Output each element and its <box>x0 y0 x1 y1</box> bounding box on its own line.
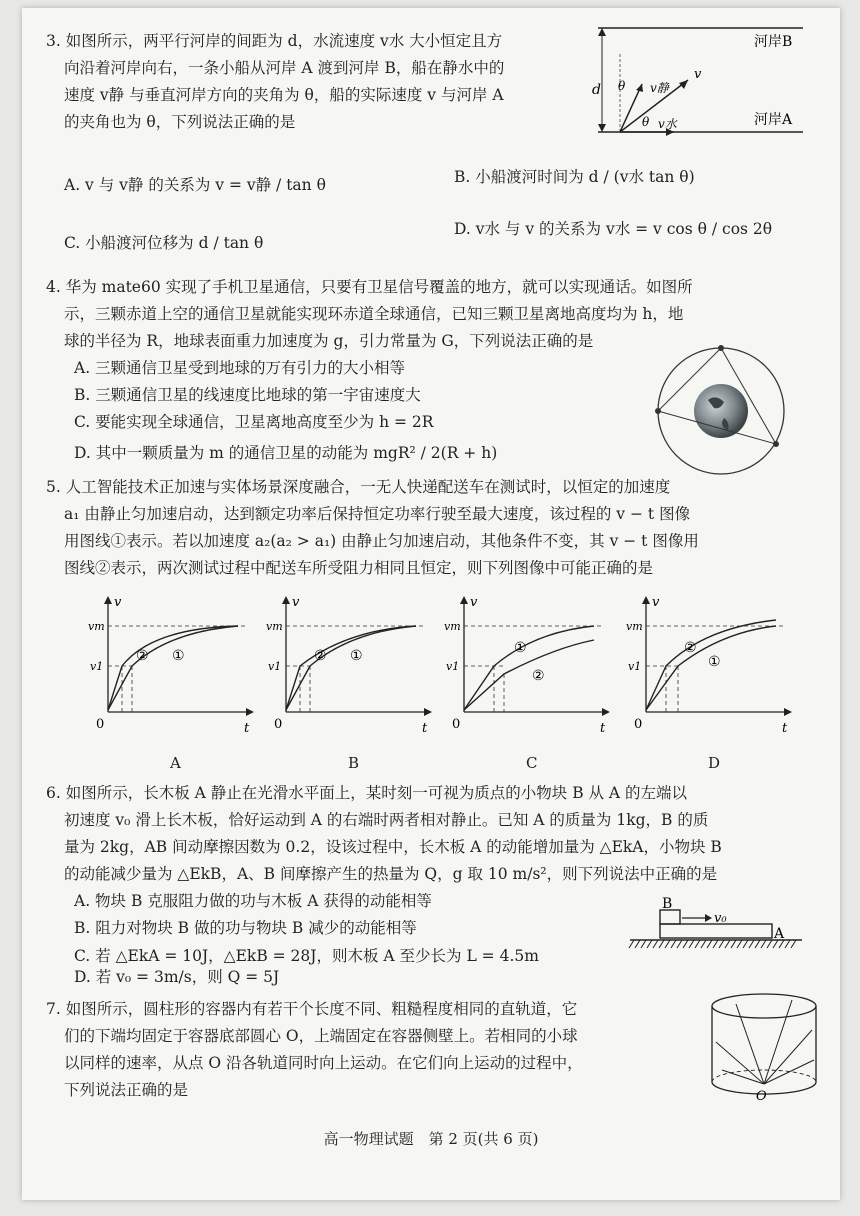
question-7 <box>46 996 706 1104</box>
q6-stem-line: 初速度 v₀ 滑上长木板，恰好运动到 A 的右端时两者相对静止。已知 A 的质量为 1kg，B 的质 <box>64 811 709 829</box>
t-axis-arrow <box>424 708 432 716</box>
q3-option-a: A. v 与 v静 的关系为 v = v静 / tan θ <box>64 176 326 194</box>
curve-1-label: ① <box>172 648 185 664</box>
q4-stem-line: 球的半径为 R，地球表面重力加速度为 g，引力常量为 G，下列说法正确的是 <box>64 332 594 350</box>
page-footer: 高一物理试题 第 2 页(共 6 页) <box>323 1130 539 1148</box>
graph-caption: C <box>526 754 538 772</box>
vt-graph-d <box>626 592 796 752</box>
v-axis-arrow <box>642 596 650 604</box>
q3-stem-line: 速度 v静 与垂直河岸方向的夹角为 θ，船的实际速度 v 与河岸 A <box>64 86 504 104</box>
bank-a-label: 河岸A <box>754 112 793 128</box>
curve-1-label: ① <box>514 640 527 656</box>
curve-2 <box>464 640 594 710</box>
graph-caption: D <box>708 754 721 772</box>
t-axis-arrow <box>602 708 610 716</box>
q7-stem-line: 下列说法正确的是 <box>64 1081 189 1099</box>
theta-top-label: θ <box>618 79 626 93</box>
river-figure <box>588 22 810 144</box>
vt-graph-c <box>444 592 614 752</box>
origin-label: 0 <box>452 717 461 732</box>
v-axis-arrow <box>104 596 112 604</box>
v1-label: v1 <box>90 660 104 673</box>
q6-stem-line: 6. 如图所示，长木板 A 静止在光滑水平面上，某时刻一可视为质点的小物块 B 从 A 的左端以 <box>46 784 688 802</box>
bank-b-label: 河岸B <box>754 34 793 50</box>
t-axis-arrow <box>784 708 792 716</box>
v-still-label: v静 <box>650 81 669 95</box>
t-axis-label: t <box>782 721 788 736</box>
origin-label: 0 <box>274 717 283 732</box>
v-axis-arrow <box>282 596 290 604</box>
vm-label: vm <box>88 620 105 633</box>
q3-stem-line: 向沿着河岸向右，一条小船从河岸 A 渡到河岸 B，船在静水中的 <box>64 59 505 77</box>
q4-option-b: B. 三颗通信卫星的线速度比地球的第一宇宙速度大 <box>74 386 421 404</box>
vt-graph-a <box>88 592 258 752</box>
q4-option-d: D. 其中一颗质量为 m 的通信卫星的动能为 mgR² / 2(R + h) <box>74 444 498 462</box>
theta-bottom-label: θ <box>642 115 650 129</box>
q5-stem-line: 图线②表示，两次测试过程中配送车所受阻力相同且恒定，则下列图像中可能正确的是 <box>64 559 654 577</box>
q6-option-a: A. 物块 B 克服阻力做的功与木板 A 获得的动能相等 <box>74 892 432 910</box>
curve-1 <box>108 626 238 710</box>
curve-2 <box>108 626 238 710</box>
v-label: v <box>694 67 702 82</box>
q6-option-c: C. 若 △EkA = 10J，△EkB = 28J，则木板 A 至少长为 L = 4.5m <box>74 947 539 965</box>
q5-stem-line: 用图线①表示。若以加速度 a₂(a₂ > a₁) 由静止匀加速启动，其他条件不变，其 v − t 图像用 <box>64 532 699 550</box>
curve-1-label: ① <box>350 648 363 664</box>
question-5 <box>46 474 836 582</box>
curve-2-label: ② <box>532 668 545 684</box>
q4-stem-line: 示，三颗赤道上空的通信卫星就能实现环赤道全球通信，已知三颗卫星离地高度均为 h，地 <box>64 305 684 323</box>
curve-2-label: ② <box>314 648 327 664</box>
v-axis-label: v <box>114 595 122 610</box>
curve-1 <box>464 626 594 710</box>
cylinder-figure <box>706 990 822 1108</box>
t-axis-label: t <box>600 721 606 736</box>
orbit-figure <box>650 340 792 482</box>
q6-option-b: B. 阻力对物块 B 做的功与物块 B 减少的动能相等 <box>74 919 417 937</box>
v-axis-label: v <box>292 595 300 610</box>
vm-label: vm <box>626 620 643 633</box>
q3-stem-line: 3. 如图所示，两平行河岸的间距为 d，水流速度 v水 大小恒定且方 <box>46 32 503 50</box>
d-label: d <box>592 82 601 98</box>
q3-option-b: B. 小船渡河时间为 d / (v水 tan θ) <box>454 168 695 186</box>
v-water-label: v水 <box>658 117 677 131</box>
q6-stem-line: 的动能减少量为 △EkB，A、B 间摩擦产生的热量为 Q，g 取 10 m/s²，则下列说法中正确的是 <box>64 865 718 883</box>
curve-2-label: ② <box>684 640 697 656</box>
t-axis-label: t <box>422 721 428 736</box>
exam-page <box>22 8 840 1200</box>
graph-caption: B <box>348 754 360 772</box>
curve-2 <box>286 626 416 710</box>
vt-graph-b <box>266 592 436 752</box>
curve-2-label: ② <box>136 648 149 664</box>
graph-caption: A <box>170 754 181 772</box>
t-axis-arrow <box>246 708 254 716</box>
vm-label: vm <box>266 620 283 633</box>
v1-label: v1 <box>628 660 642 673</box>
v-axis-arrow <box>460 596 468 604</box>
a-label: A <box>774 926 785 942</box>
v-axis-label: v <box>470 595 478 610</box>
q4-option-c: C. 要能实现全球通信，卫星离地高度至少为 h = 2R <box>74 413 434 431</box>
plank-figure <box>626 896 806 958</box>
question-3 <box>46 28 606 136</box>
q3-stem-line: 的夹角也为 θ，下列说法正确的是 <box>64 113 296 131</box>
origin-label: 0 <box>96 717 105 732</box>
q6-option-d: D. 若 v₀ = 3m/s，则 Q = 5J <box>74 968 280 986</box>
block-b <box>660 910 680 924</box>
q6-stem-line: 量为 2kg，AB 间动摩擦因数为 0.2，设该过程中，长木板 A 的动能增加量为 △EkA，小物块 B <box>64 838 722 856</box>
q3-option-d: D. v水 与 v 的关系为 v水 = v cos θ / cos 2θ <box>454 220 773 238</box>
plank-a <box>660 924 772 938</box>
q5-stem-line: a₁ 由静止匀加速启动，达到额定功率后保持恒定功率行驶至最大速度，该过程的 v − t 图像 <box>64 505 691 523</box>
earth-image <box>694 384 748 438</box>
q4-option-a: A. 三颗通信卫星受到地球的万有引力的大小相等 <box>74 359 406 377</box>
v-axis-label: v <box>652 595 660 610</box>
o-label: O <box>756 1089 767 1104</box>
v1-label: v1 <box>446 660 460 673</box>
q5-stem-line: 5. 人工智能技术正加速与实体场景深度融合，一无人快递配送车在测试时，以恒定的加速度 <box>46 478 671 496</box>
v0-label: v₀ <box>714 911 727 926</box>
q4-stem-line: 4. 华为 mate60 实现了手机卫星通信，只要有卫星信号覆盖的地方，就可以实现通话。如图所 <box>46 278 693 296</box>
origin-label: 0 <box>634 717 643 732</box>
vm-label: vm <box>444 620 461 633</box>
q7-stem-line: 7. 如图所示，圆柱形的容器内有若干个长度不同、粗糙程度相同的直轨道，它 <box>46 1000 578 1018</box>
q7-stem-line: 们的下端均固定于容器底部圆心 O，上端固定在容器侧壁上。若相同的小球 <box>64 1027 578 1045</box>
b-label: B <box>662 896 673 912</box>
t-axis-label: t <box>244 721 250 736</box>
q3-option-c: C. 小船渡河位移为 d / tan θ <box>64 234 264 252</box>
curve-1-label: ① <box>708 654 721 670</box>
v1-label: v1 <box>268 660 282 673</box>
q7-stem-line: 以同样的速率，从点 O 沿各轨道同时向上运动。在它们向上运动的过程中， <box>64 1054 583 1072</box>
